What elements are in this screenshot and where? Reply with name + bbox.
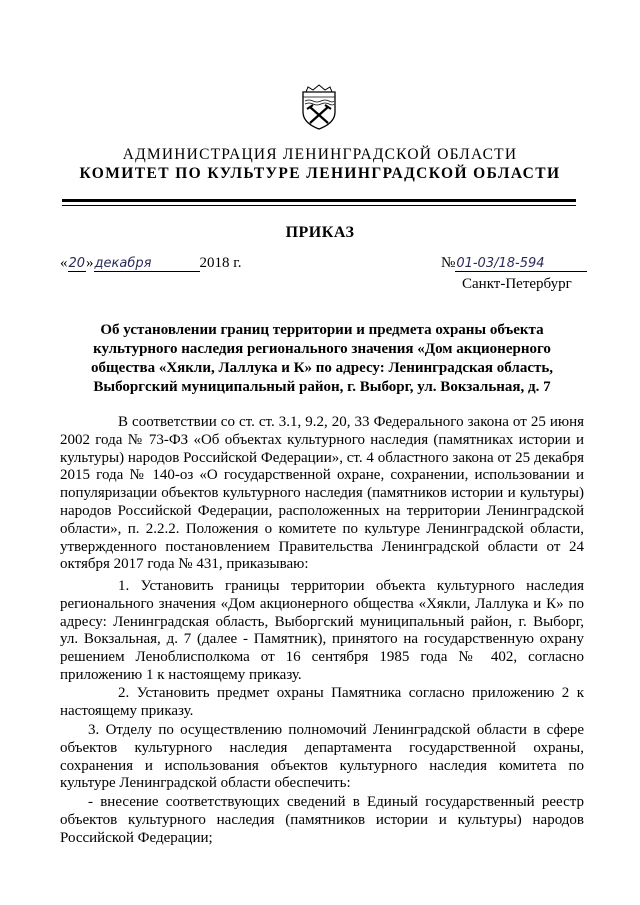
document-type: ПРИКАЗ (285, 224, 355, 241)
document-city: Санкт-Петербург (462, 276, 572, 292)
document-title: Об установлении границ территории и предмета охраны объекта культурного наследия регионального значения «Дом акционерного общества «Хякли, Лаллука и К» по адресу: Ленинградская область, Выборгский муниципальный район, г. Выборг, ул. Вокзальная, д. 7 (90, 322, 554, 395)
item-1-paragraph: 1. Установить границы территории объекта культурного наследия регионального значения «Дом акционерного общества «Хякли, Лаллука и К» по адресу: Ленинградская область, Выборгский муниципальный район, г. Выборг, ул. Вокзальная, д. 7 (далее - Памятник), принятого на государственную охрану решением Леноблисполкома от 16 сентября 1985 года № 402, согласно приложению 1 к настоящему приказу. (60, 578, 584, 683)
item-3-subitem-1: - внесение соответствующих сведений в Единый государственный реестр объектов культурного наследия (памятников истории и культуры) народов Российской Федерации; (60, 794, 584, 846)
item-2-paragraph: 2. Установить предмет охраны Памятника согласно приложению 2 к настоящему приказу. (60, 685, 584, 719)
preamble-paragraph: В соответствии со ст. ст. 3.1, 9.2, 20, 33 Федерального закона от 25 июня 2002 года № 73-ФЗ «Об объектах культурного наследия (памятниках истории и культуры) народов Российской Федерации», ст. 4 областного закона от 25 декабря 2015 года № 140-оз «О государственной охране, сохранении, использовании и популяризации объектов культурного наследия (памятников истории и культуры) народов Российской Федерации, расположенных на территории Ленинградской области», п. 2.2.2. Положения о комитете по культуре Ленинградской области, утвержденного постановлением Правительства Ленинградской области от 24 октября 2017 года № 431, приказываю: (60, 414, 584, 573)
document-date (60, 255, 242, 272)
committee-name: КОМИТЕТ ПО КУЛЬТУРЕ ЛЕНИНГРАДСКОЙ ОБЛАСТИ (79, 165, 561, 182)
number-handwritten: 01-03/18-594 (455, 256, 587, 272)
date-month-handwritten: декабря (94, 256, 200, 272)
number-label: № (441, 255, 456, 271)
header-divider-thick (62, 199, 576, 202)
organization-name: АДМИНИСТРАЦИЯ ЛЕНИНГРАДСКОЙ ОБЛАСТИ (122, 146, 518, 163)
date-close-quote: » (86, 255, 94, 271)
item-3-paragraph: 3. Отделу по осуществлению полномочий Ленинградской области в сфере объектов культурного наследия департамента государственной охраны, сохранения и использования объектов культурного наследия комитета по культуре Ленинградской области обеспечить: (60, 722, 584, 792)
document-number (441, 255, 587, 272)
header-divider-thin (62, 205, 576, 206)
date-day-handwritten: 20 (68, 256, 86, 271)
coat-of-arms-icon (300, 82, 338, 130)
date-year: 2018 г. (199, 255, 242, 271)
date-open-quote: « (60, 255, 68, 271)
